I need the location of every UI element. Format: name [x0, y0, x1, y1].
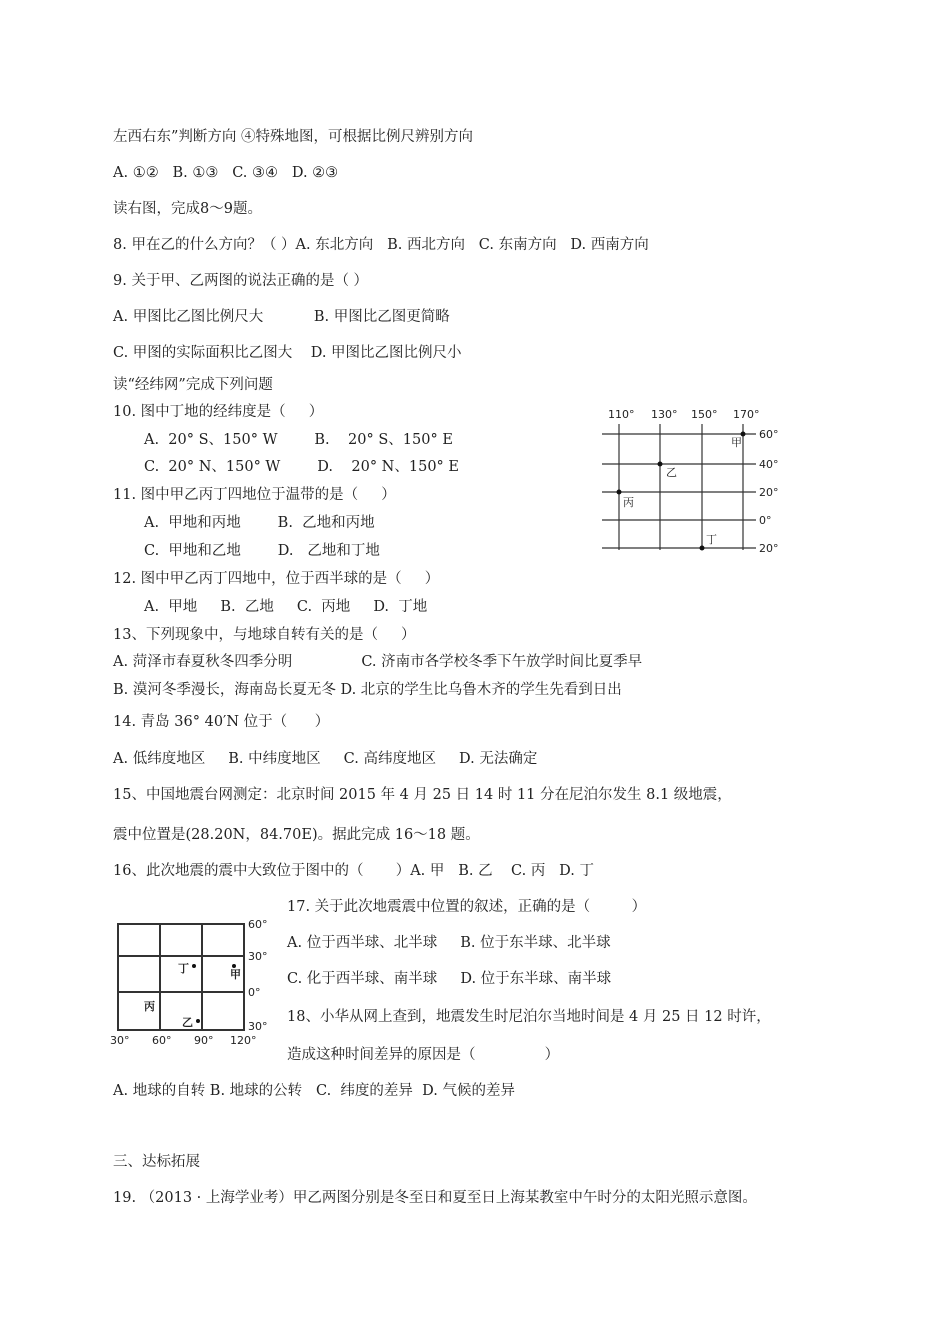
place-label: 甲: [731, 436, 742, 449]
lat-label: 20°: [759, 486, 779, 499]
section-heading: 三、达标拓展: [113, 1154, 200, 1170]
text-line: 读“经纬网”完成下列问题: [113, 377, 273, 393]
text-line: A. 甲地 B. 乙地 C. 丙地 D. 丁地: [144, 599, 428, 615]
lon-label: 120°: [230, 1034, 257, 1047]
lon-label: 170°: [733, 408, 760, 421]
lon-label: 150°: [691, 408, 718, 421]
text-line: C. 甲图的实际面积比乙图大 D. 甲图比乙图比例尺小: [113, 345, 462, 361]
lat-label: 40°: [759, 458, 779, 471]
question-16: 16、此次地震的震中大致位于图中的（ ）A. 甲 B. 乙 C. 丙 D. 丁: [113, 863, 594, 879]
lon-label: 30°: [110, 1034, 130, 1047]
lon-label: 60°: [152, 1034, 172, 1047]
text-line: A. 地球的自转 B. 地球的公转 C. 纬度的差异 D. 气候的差异: [113, 1083, 515, 1099]
lon-label: 90°: [194, 1034, 214, 1047]
place-label: 丙: [623, 496, 634, 509]
lon-label: 110°: [608, 408, 635, 421]
question-18: 18、小华从网上查到，地震发生时尼泊尔当地时间是 4 月 25 日 12 时许，: [287, 1009, 771, 1025]
text-line: A. 菏泽市春夏秋冬四季分明 C. 济南市各学校冬季下午放学时间比夏季早: [113, 654, 643, 670]
lat-label: 60°: [248, 918, 268, 931]
place-label: 丙: [144, 1000, 155, 1013]
question-13: 13、下列现象中，与地球自转有关的是（ ）: [113, 627, 416, 643]
question-9: 9. 关于甲、乙两图的说法正确的是（ ）: [113, 273, 369, 289]
lat-label: 30°: [248, 950, 268, 963]
earthquake-grid-figure: [108, 914, 278, 1048]
lat-label: 20°: [759, 542, 779, 555]
graticule-figure: [596, 402, 796, 564]
place-label: 甲: [230, 968, 241, 981]
text-line: C. 甲地和乙地 D. 乙地和丁地: [144, 543, 380, 559]
place-label: 乙: [182, 1016, 193, 1029]
lat-label: 0°: [248, 986, 261, 999]
question-10: 10. 图中丁地的经纬度是（ ）: [113, 404, 324, 420]
text-line: A. ①② B. ①③ C. ③④ D. ②③: [113, 165, 339, 181]
text-line: A. 20° S、150° W B. 20° S、150° E: [144, 432, 453, 448]
point-yi: [658, 462, 663, 467]
text-line: B. 漠河冬季漫长，海南岛长夏无冬 D. 北京的学生比乌鲁木齐的学生先看到日出: [113, 682, 622, 698]
text-line: 造成这种时间差异的原因是（ ）: [287, 1047, 560, 1063]
place-label: 乙: [666, 466, 677, 479]
lat-label: 0°: [759, 514, 772, 527]
text-line: 震中位置是(28.20N，84.70E)。据此完成 16～18 题。: [113, 827, 480, 843]
text-line: A. 甲图比乙图比例尺大 B. 甲图比乙图更简略: [113, 309, 450, 325]
text-line: C. 20° N、150° W D. 20° N、150° E: [144, 459, 459, 475]
point-jia: [232, 964, 236, 968]
question-8: 8. 甲在乙的什么方向？（ ）A. 东北方向 B. 西北方向 C. 东南方向 D. 西南方向: [113, 237, 649, 253]
question-15: 15、中国地震台网测定：北京时间 2015 年 4 月 25 日 14 时 11 分在尼泊尔发生 8.1 级地震，: [113, 787, 732, 803]
lat-label: 60°: [759, 428, 779, 441]
question-12: 12. 图中甲乙丙丁四地中，位于西半球的是（ ）: [113, 571, 440, 587]
place-label: 丁: [706, 533, 717, 546]
place-label: 丁: [178, 962, 189, 975]
point-ding: [700, 546, 705, 551]
point-bing: [617, 490, 622, 495]
text-line: A. 甲地和丙地 B. 乙地和丙地: [144, 515, 375, 531]
question-14: 14. 青岛 36° 40′N 位于（ ）: [113, 714, 330, 730]
text-line: 读右图，完成8～9题。: [113, 201, 262, 217]
text-line: 左西右东”判断方向 ④特殊地图，可根据比例尺辨别方向: [113, 129, 474, 145]
point-ding: [192, 964, 196, 968]
lon-label: 130°: [651, 408, 678, 421]
text-line: C. 化于西半球、南半球 D. 位于东半球、南半球: [287, 971, 612, 987]
question-19: 19. （2013 · 上海学业考）甲乙两图分别是冬至日和夏至日上海某教室中午时分的太阳光照示意图。: [113, 1190, 757, 1206]
question-11: 11. 图中甲乙丙丁四地位于温带的是（ ）: [113, 487, 396, 503]
question-17: 17. 关于此次地震震中位置的叙述，正确的是（ ）: [287, 899, 647, 915]
point-yi: [196, 1019, 200, 1023]
lat-label: 30°: [248, 1020, 268, 1033]
text-line: A. 低纬度地区 B. 中纬度地区 C. 高纬度地区 D. 无法确定: [113, 751, 538, 767]
text-line: A. 位于西半球、北半球 B. 位于东半球、北半球: [287, 935, 611, 951]
